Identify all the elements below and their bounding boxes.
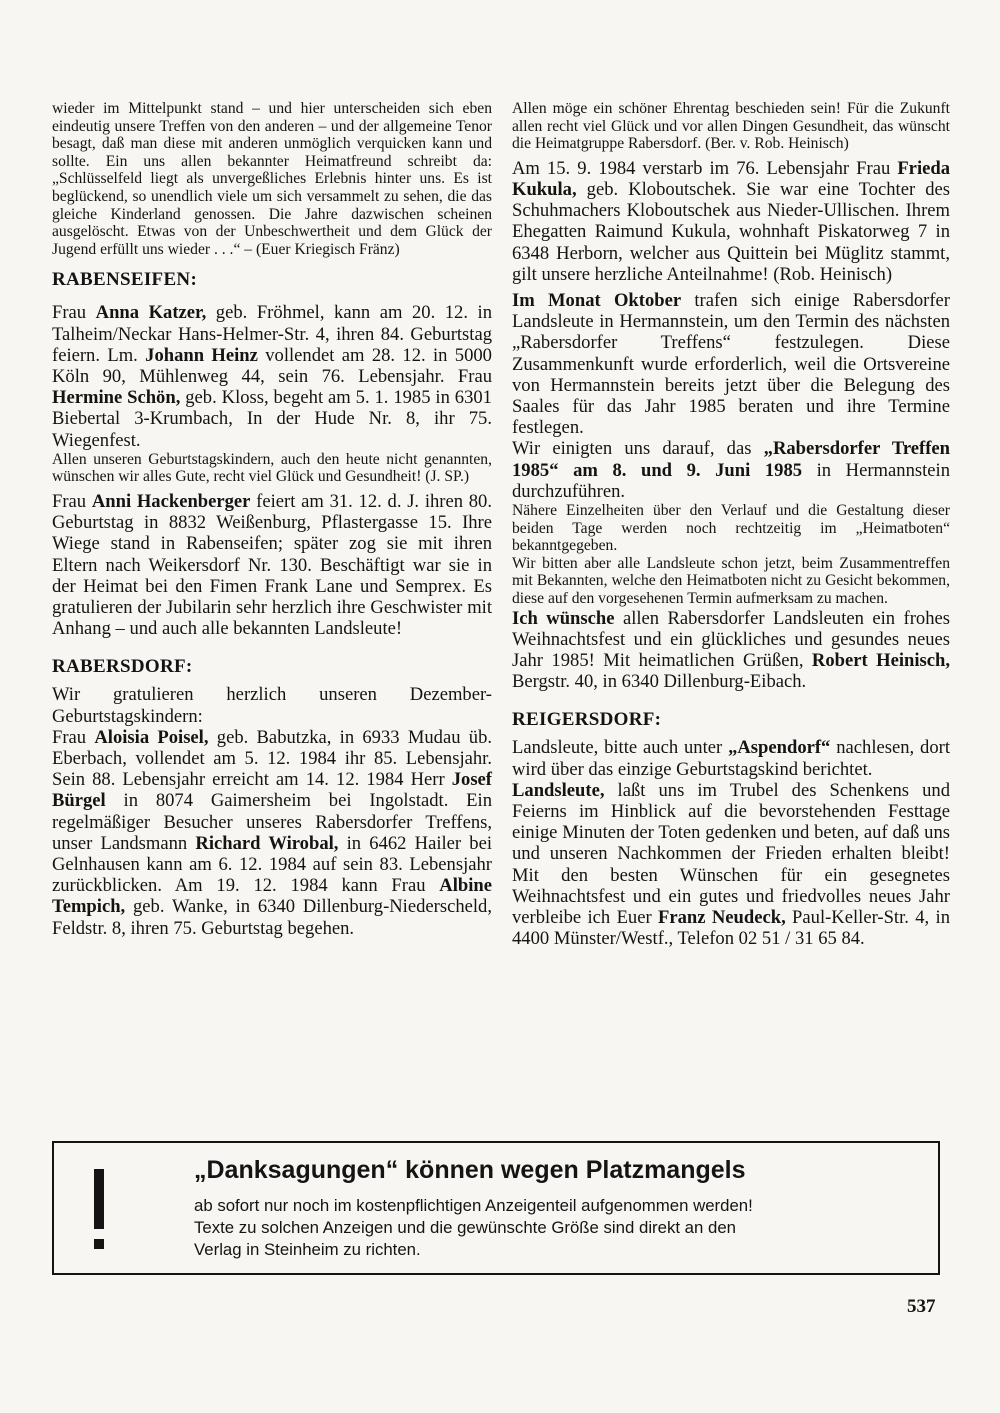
- request-paragraph: Wir bitten aber alle Landsleute schon jetzt, beim Zusammentreffen mit Bekannten, welche den Heimatboten nicht zu Gesicht bekommen, diese auf den vorgesehenen Termin aufmerksam zu machen.: [512, 554, 950, 607]
- person-name: Richard Wirobal,: [195, 832, 339, 854]
- rabenseifen-birthdays-paragraph: Frau Anna Katzer, geb. Fröhmel, kann am 20. 12. in Talheim/Neckar Hans-Helmer-Str. 4, ihren 84. Geburtstag feiern. Lm. Johann Heinz vollendet am 28. 12. in 5000 Köln 90, Mühlenweg 44, sein 76. Lebensjahr. Frau Hermine Schön, geb. Kloss, begeht am 5. 1. 1985 in 6301 Biebertal 3-Krumbach, In der Hude Nr. 8, ihr 75. Wiegenfest.: [52, 302, 493, 451]
- notice-title: „Danksagungen“ können wegen Platzmangels: [194, 1156, 746, 1184]
- reigersdorf-note-paragraph: Landsleute, bitte auch unter „Aspendorf“ nachlesen, dort wird über das einzige Geburtstagskind berichtet.: [512, 737, 951, 780]
- rabenseifen-greeting-paragraph: Allen unseren Geburtstagskindern, auch den heute nicht genannten, wünschen wir alles Gute, recht viel Glück und Gesundheit! (J. SP.): [52, 450, 492, 486]
- meeting-date-paragraph: Wir einigten uns darauf, das „Rabersdorfer Treffen 1985“ am 8. und 9. Juni 1985 in Hermannstein durchzuführen.: [512, 438, 950, 502]
- notice-body: [194, 1195, 934, 1261]
- emphasis-text: Ich wünsche: [512, 607, 615, 629]
- left-column: [52, 100, 492, 939]
- person-name: Josef Bürgel: [52, 769, 492, 812]
- rabersdorf-intro-paragraph: Wir gratulieren herzlich unseren Dezember-Geburtstagskindern:: [52, 684, 492, 727]
- emphasis-text: „Aspendorf“: [728, 737, 831, 759]
- notice-line: Texte zu solchen Anzeigen und die gewünschte Größe sind direkt an den: [194, 1218, 737, 1237]
- emphasis-text: Landsleute,: [512, 779, 605, 801]
- rabersdorf-wishes-paragraph: Allen möge ein schöner Ehrentag beschieden sein! Für die Zukunft allen recht viel Glück und vor allen Dingen Gesundheit, das wünscht die Heimatgruppe Rabersdorf. (Ber. v. Rob. Heinisch): [512, 100, 950, 153]
- notice-box: [52, 1141, 940, 1275]
- reigersdorf-memorial-paragraph: Landsleute, laßt uns im Trubel des Schenkens und Feierns im Hinblick auf die bevorstehenden Festtage einige Minuten der Toten gedenken und beten, auf daß uns und unseren Nachkommen der Frieden erhalten bleibt! Mit den besten Wünschen für ein gesegnetes Weihnachtsfest und ein gutes und friedvolles neues Jahr verbleibe ich Euer Franz Neudeck, Paul-Keller-Str. 4, in 4400 Münster/Westf., Telefon 02 51 / 31 65 84.: [512, 779, 950, 950]
- page-number: 537: [907, 1296, 936, 1317]
- section-heading-rabenseifen: RABENSEIFEN:: [52, 269, 198, 291]
- christmas-wishes-paragraph: Ich wünsche allen Rabersdorfer Landsleuten ein frohes Weihnachtsfest und ein glückliches und gesundes neues Jahr 1985! Mit heimatlichen Grüßen, Robert Heinisch, Bergstr. 40, in 6340 Dillenburg-Eibach.: [512, 607, 951, 693]
- section-heading-reigersdorf: REIGERSDORF:: [512, 709, 662, 731]
- event-date: „Rabersdorfer Treffen 1985“ am 8. und 9. Juni 1985: [512, 438, 950, 481]
- person-name: Franz Neudeck,: [658, 907, 786, 929]
- details-paragraph: Nähere Einzelheiten über den Verlauf und die Gestaltung dieser beiden Tage werden noch rechtzeitig im „Heimatboten“ bekanntgegeben.: [512, 502, 950, 555]
- intro-paragraph: wieder im Mittelpunkt stand – und hier unterscheiden sich eben eindeutig unsere Treffen von den anderen – und der allgemeine Tenor besagt, daß man diese mit anderen unmöglich verquicken kann und sollte. Ein uns allen bekannter Heimatfreund schreibt da: „Schlüsselfeld liegt als unvergeßliches Erlebnis hinter uns. Es ist beglückend, so unendlich viele um sich versammelt zu sehen, die das gleiche Kinderland genossen. Die Jahre dazwischen scheinen ausgelöscht. Etwas von der Unbeschwertheit und dem Glück der Jugend erfüllt uns wieder . . .“ – (Euer Kriegisch Fränz): [52, 100, 492, 258]
- person-name: Hermine Schön,: [52, 387, 181, 409]
- meeting-paragraph: Im Monat Oktober trafen sich einige Rabersdorfer Landsleute in Hermannstein, um den Termin des nächsten „Rabersdorfer Treffens“ festzulegen. Diese Zusammenkunft wurde erforderlich, weil die Ortsvereine von Hermannstein bereits jetzt über die Belegung des Saales für das Jahr 1985 beraten und ihre Termine festlegen.: [512, 290, 950, 439]
- person-name: Albine Tempich,: [52, 875, 492, 918]
- person-name: Johann Heinz: [145, 344, 258, 366]
- person-name: Aloisia Poisel,: [94, 726, 209, 748]
- section-heading-rabersdorf: RABERSDORF:: [52, 656, 193, 678]
- notice-line: ab sofort nur noch im kostenpflichtigen Anzeigenteil aufgenommen werden!: [194, 1196, 753, 1215]
- person-name: Robert Heinisch,: [811, 650, 951, 671]
- obituary-paragraph: Am 15. 9. 1984 verstarb im 76. Lebensjahr Frau Frieda Kukula, geb. Kloboutschek. Sie war eine Tochter des Schuhmachers Kloboutschek aus Nieder-Ullischen. Ihrem Ehegatten Raimund Kukula, wohnhaft Piskatorweg 7 in 6348 Herborn, welcher aus Quittein bei Müglitz stammt, gilt unsere herzliche Anteilnahme! (Rob. Heinisch): [512, 157, 950, 285]
- exclamation-icon: [84, 1169, 114, 1259]
- right-column: [512, 100, 950, 949]
- person-name: Frieda Kukula,: [512, 157, 950, 200]
- rabersdorf-birthdays-paragraph: Frau Aloisia Poisel, geb. Babutzka, in 6933 Mudau üb. Eberbach, vollendet am 5. 12. 1984 ihr 85. Lebensjahr. Sein 88. Lebensjahr erreicht am 14. 12. 1984 Herr Josef Bürgel in 8074 Gaimersheim bei Ingolstadt. Ein regelmäßiger Besucher unseres Rabersdorfer Treffens, unser Landsmann Richard Wirobal, in 6462 Hailer bei Gelnhausen kann am 6. 12. 1984 auf sein 83. Lebensjahr zurückblicken. Am 19. 12. 1984 kann Frau Albine Tempich, geb. Wanke, in 6340 Dillenburg-Niederscheld, Feldstr. 8, ihren 75. Geburtstag begehen.: [52, 726, 493, 939]
- rabenseifen-hackenberger-paragraph: Frau Anni Hackenberger feiert am 31. 12. d. J. ihren 80. Geburtstag in 8832 Weißenburg, Pflastergasse 15. Ihre Wiege stand in Rabenseifen; später zog sie mit ihren Eltern nach Weikersdorf Nr. 130. Beschäftigt war sie in der Heimat bei den Fimen Frank Lane und Semprex. Es gratulieren der Jubilarin sehr herzlich ihre Geschwister mit Anhang – und auch alle bekannten Landsleute!: [52, 490, 492, 640]
- person-name: Anni Hackenberger: [91, 490, 251, 512]
- person-name: Anna Katzer,: [95, 302, 207, 324]
- emphasis-text: Im Monat Oktober: [512, 290, 682, 311]
- notice-line: Verlag in Steinheim zu richten.: [194, 1240, 421, 1259]
